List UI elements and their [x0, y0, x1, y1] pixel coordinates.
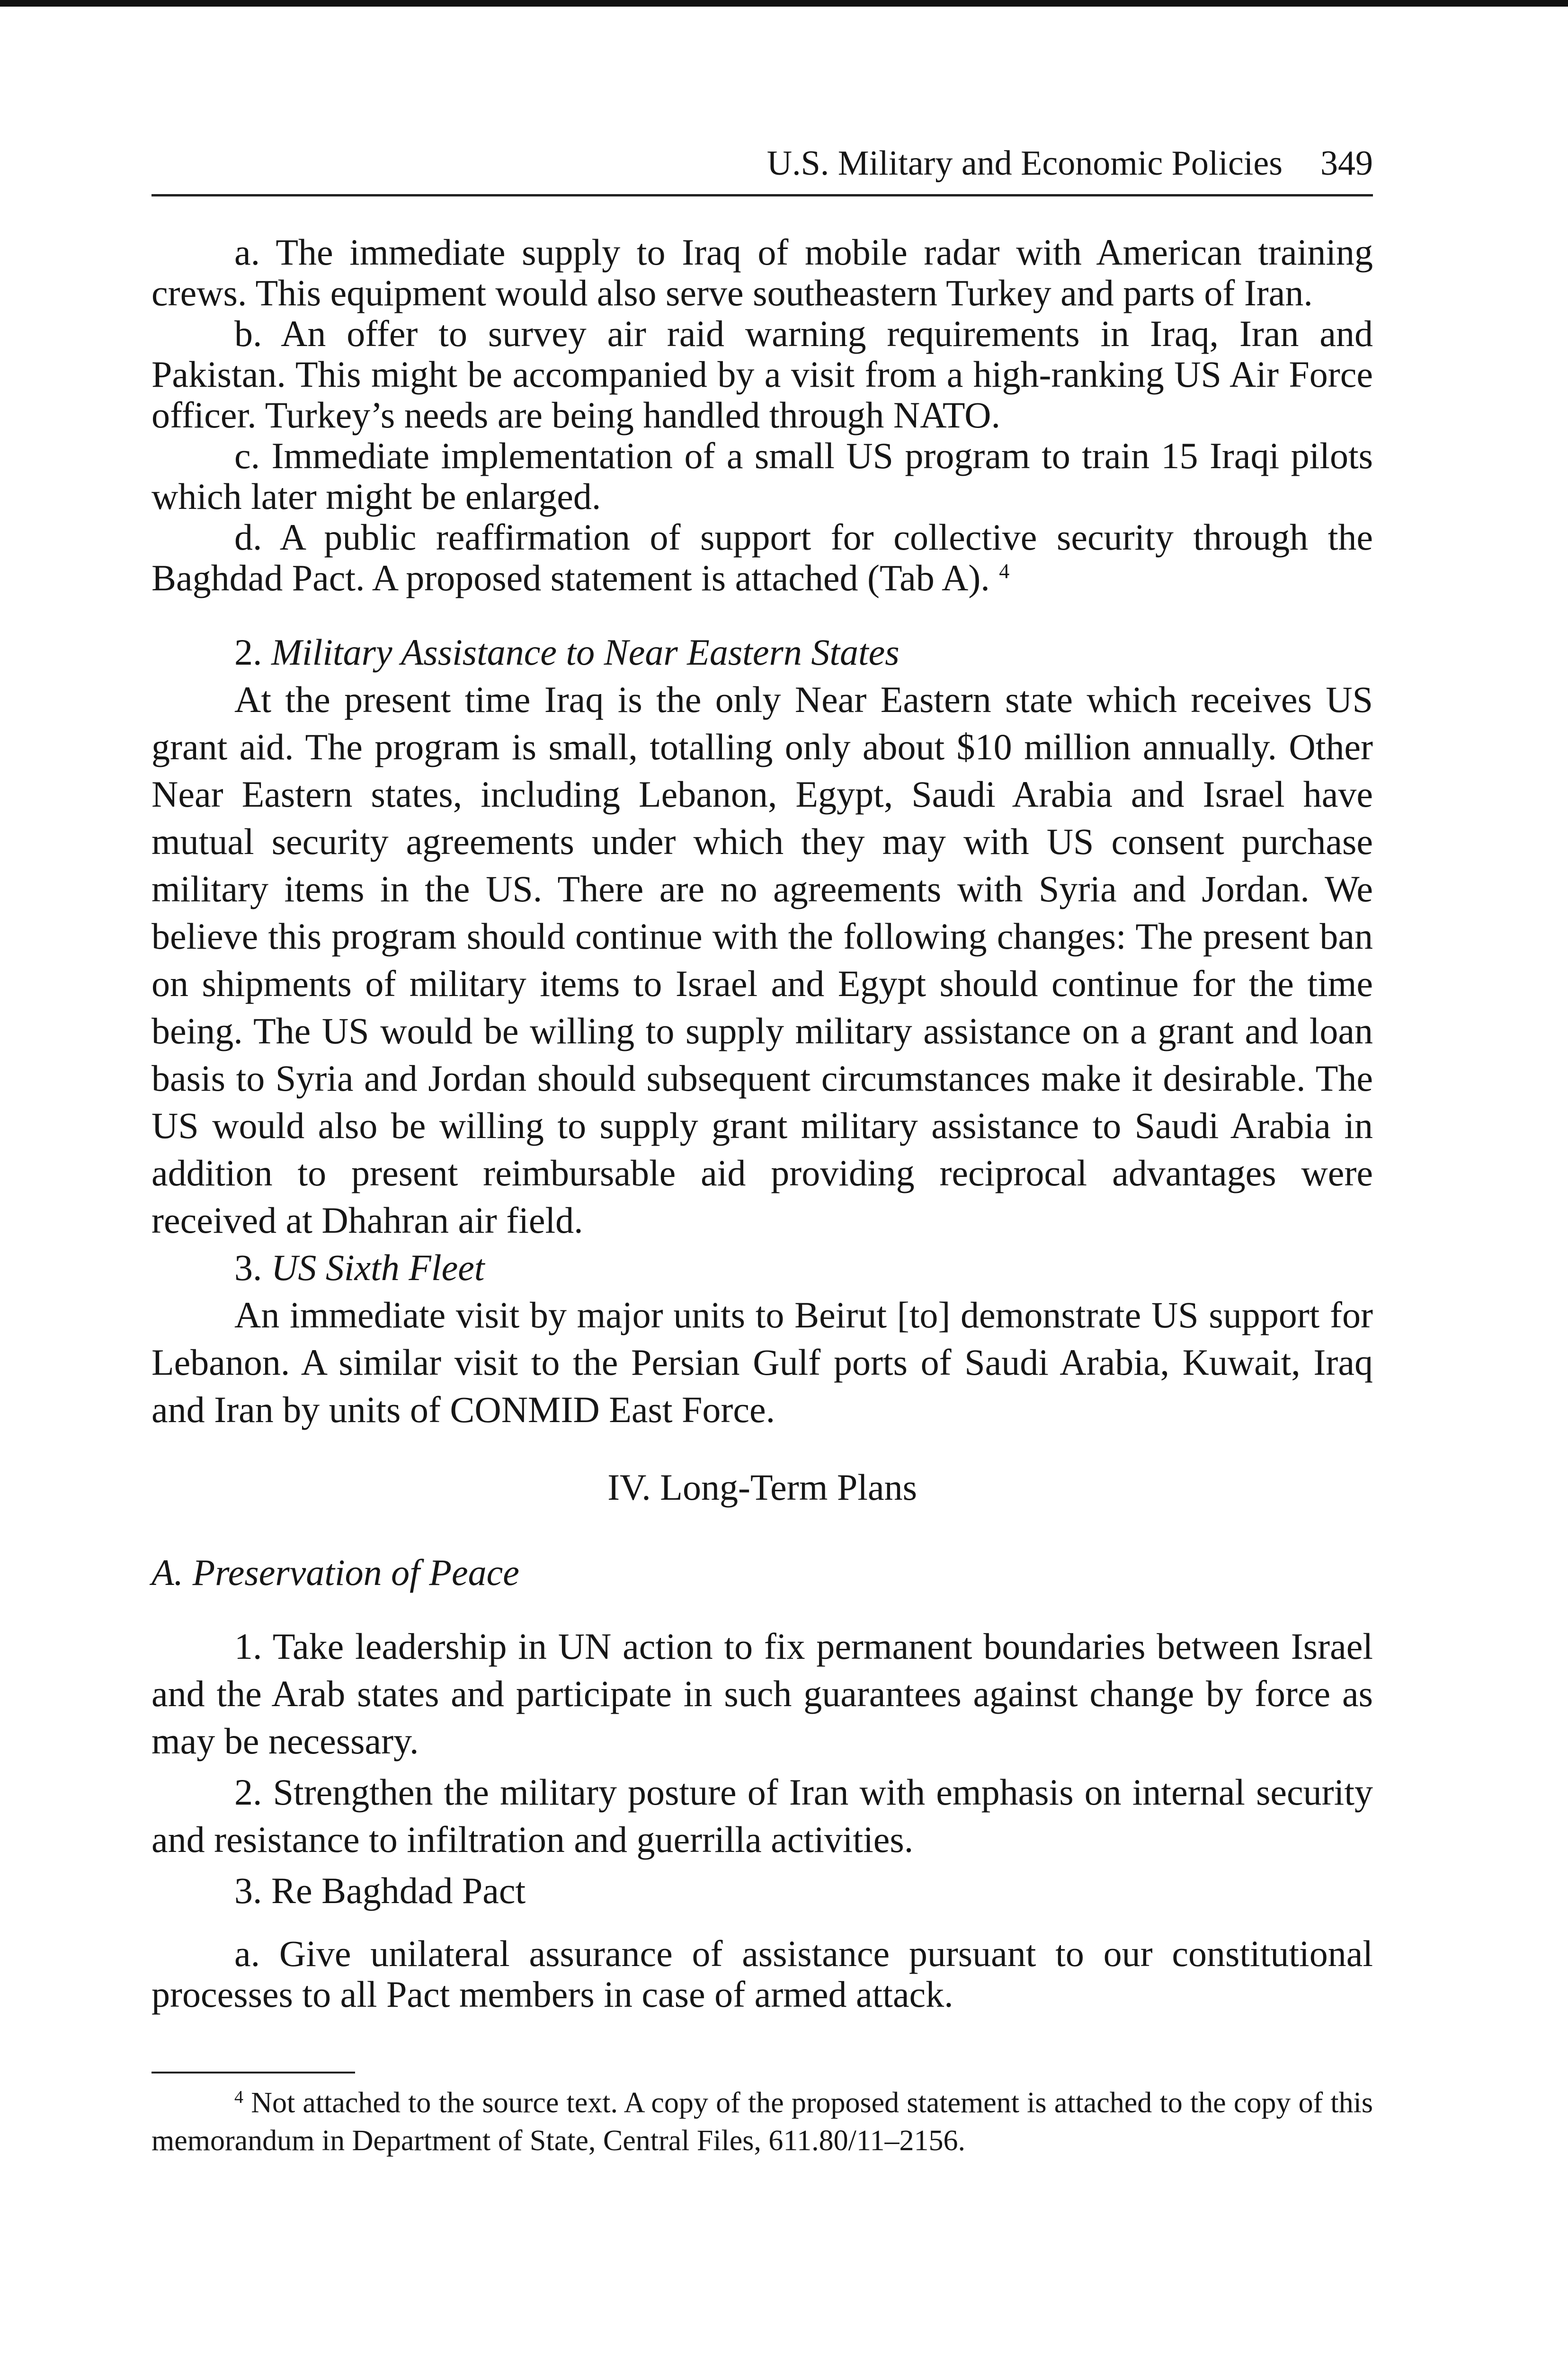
section-3-number: 3. — [234, 1247, 262, 1288]
section-2-heading — [151, 629, 1373, 676]
running-header — [151, 142, 1373, 185]
item-a-paragraph: a. The immediate supply to Iraq of mobile radar with American training crews. This equipment would also serve southeastern Turkey and parts of Iran. — [151, 231, 1373, 313]
item-d-paragraph — [151, 517, 1373, 598]
section-3-title: US Sixth Fleet — [271, 1247, 485, 1288]
page-body — [151, 232, 1373, 2160]
section-3-heading — [151, 1244, 1373, 1291]
scan-top-edge — [0, 0, 1568, 7]
section-3-paragraph: An immediate visit by major units to Beirut [to] demonstrate US support for Lebanon. A similar visit to the Persian Gulf ports of Saudi Arabia, Kuwait, Iraq and Iran by units of CONMID East Force. — [151, 1294, 1373, 1430]
preservation-of-peace-subheading: A. Preservation of Peace — [151, 1552, 519, 1593]
long-term-item-1: 1. Take leadership in UN action to fix permanent boundaries between Israel and the Arab states and participate in such guarantees against change by force as may be necessary. — [151, 1626, 1373, 1762]
header-rule — [151, 194, 1373, 196]
section-2-number: 2. — [234, 632, 262, 673]
footnote-text: Not attached to the source text. A copy of the proposed statement is attached to the copy of this memorandum in Department of State, Central Files, 611.80/11–2156. — [151, 2087, 1373, 2157]
footnote — [151, 2084, 1373, 2160]
section-2-title: Military Assistance to Near Eastern States — [271, 632, 900, 673]
footnote-reference: 4 — [999, 560, 1010, 583]
long-term-item-3a: a. Give unilateral assurance of assistance pursuant to our constitutional processes to all Pact members in case of armed attack. — [151, 1933, 1373, 2015]
long-term-item-2: 2. Strengthen the military posture of Iran with emphasis on internal security and resistance to infiltration and guerrilla activities. — [151, 1771, 1373, 1860]
part-iv-heading: IV. Long-Term Plans — [607, 1467, 917, 1508]
item-b-paragraph: b. An offer to survey air raid warning requirements in Iraq, Iran and Pakistan. This might be accompanied by a visit from a high-ranking US Air Force officer. Turkey’s needs are being handled through NATO. — [151, 313, 1373, 436]
item-c-paragraph: c. Immediate implementation of a small US program to train 15 Iraqi pilots which later might be enlarged. — [151, 435, 1373, 517]
running-title: U.S. Military and Economic Policies — [766, 144, 1283, 183]
section-2-paragraph: At the present time Iraq is the only Near Eastern state which receives US grant aid. The program is small, totalling only about $10 million annually. Other Near Eastern states, including Lebanon, Egypt, Saudi Arabia and Israel have mutual security agreements under which they may with US consent purchase military items in the US. There are no agreements with Syria and Jordan. We believe this program should continue with the following changes: The present ban on shipments of military items to Israel and Egypt should continue for the time being. The US would be willing to supply military assistance on a grant and loan basis to Syria and Jordan should subsequent circumstances make it desirable. The US would also be willing to supply grant military assistance to Saudi Arabia in addition to present reimbursable aid providing reciprocal advantages were received at Dhahran air field. — [151, 679, 1373, 1241]
page-number: 349 — [1320, 144, 1373, 183]
item-d-text: d. A public reaffirmation of support for collective security through the Baghdad Pact. A proposed statement is attached (Tab A). — [151, 516, 1373, 598]
footnote-mark: 4 — [234, 2087, 243, 2107]
long-term-item-3: 3. Re Baghdad Pact — [234, 1870, 526, 1911]
